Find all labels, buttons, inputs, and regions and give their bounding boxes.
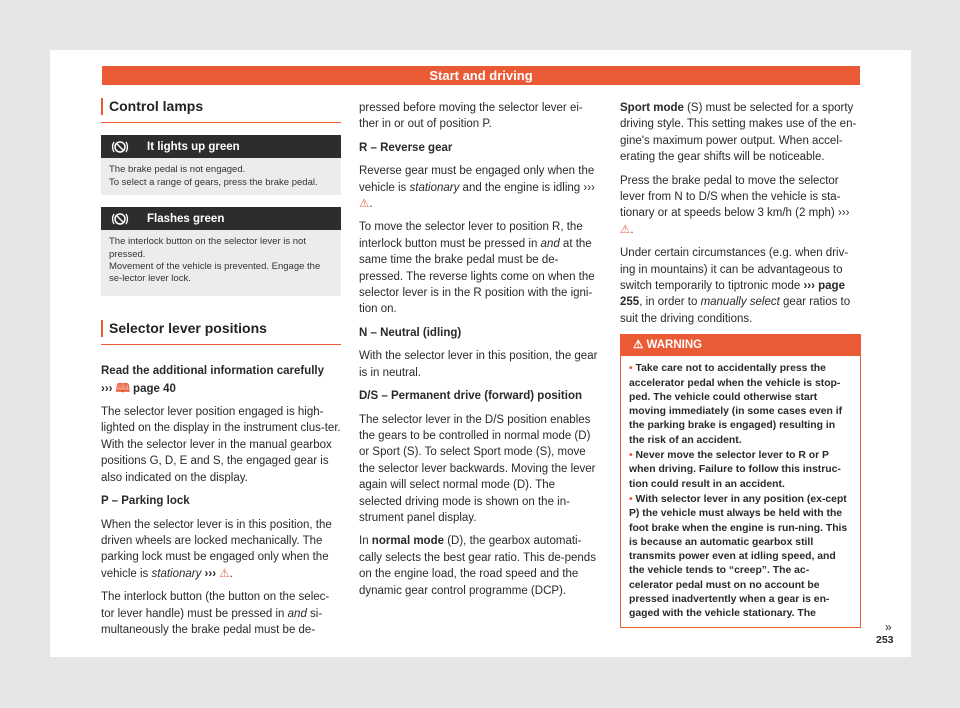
warning-triangle-icon: ⚠: [219, 567, 230, 580]
column-middle: [359, 100, 600, 606]
paragraph: Under certain circumstances (e.g. when driv-ing in mountains) it can be advantageous to switch temporarily to tiptronic mode ››› page 255, in order to manually select gear ratios to suit the driving conditions.: [620, 247, 851, 325]
paragraph: pressed before moving the selector lever ei-ther in or out of position P.: [359, 102, 583, 131]
paragraph: Sport mode (S) must be selected for a sporty driving style. This setting makes use of the en-gine's maximum power output. When accel-erating the gear shifts will be noticeable.: [620, 102, 857, 164]
warning-triangle-icon: ⚠: [620, 223, 631, 236]
lamp-title: Flashes green: [147, 212, 225, 225]
paragraph: To move the selector lever to position R, the interlock button must be pressed in and at the same time the brake pedal must be de-pressed. The reverse lights come on when the selector lever is in the R position with the igni-tion on.: [359, 221, 595, 316]
warning-item: • Take care not to accidentally press the accelerator pedal when the vehicle is stop-ped. The vehicle could otherwise start moving immediately (in some cases even if the parking brake is engaged) resulting in the risk of an accident.: [629, 363, 843, 446]
paragraph: The interlock button (the button on the selec-tor lever handle) must be pressed in and si-multaneously the brake pedal must be de-: [101, 591, 330, 636]
paragraph: The selector lever in the D/S position enables the gears to be controlled in normal mode (D) or Sport (S). To select Sport mode (S), move the selector lever backwards. Moving the lever again will select normal mode (D). The selected driving mode is shown on the in-strument panel display.: [359, 413, 596, 524]
paragraph: The selector lever position engaged is high-lighted on the display in the instrument clus-ter. With the selector lever in the manual gearbox positions G, D, E and S, the engaged gear is also indicated on the display.: [101, 406, 341, 484]
page-number: 253: [876, 634, 894, 646]
section-title-control-lamps: Control lamps: [101, 98, 341, 123]
manual-page: [50, 50, 911, 657]
subheading-d: D/S – Permanent drive (forward) position: [359, 390, 583, 403]
paragraph: When the selector lever is in this position, the driven wheels are locked mechanically. The parking lock must be engaged only when the vehicle is stationary ››› ⚠.: [101, 518, 332, 580]
warning-item: • With selector lever in any position (ex-cept P) the vehicle must always be held with the foot brake when the engine is run-ning. This is because an automatic gearbox still transmits power even at idling speed, and the vehicle tends to “creep”. The ac-celerator pedal must on no account be pressed inadvertently when a gear is en-gaged with the vehicle stationary. The: [629, 493, 848, 620]
lamp-box-green: [101, 135, 341, 195]
column-left: [101, 98, 341, 645]
subheading-p: P – Parking lock: [101, 495, 190, 508]
subheading-r: R – Reverse gear: [359, 141, 453, 154]
paragraph: Press the brake pedal to move the selector lever from N to D/S when the vehicle is sta-tionary or at speeds below 3 km/h (2 mph) ››› ⚠.: [620, 174, 850, 236]
lamp-text: Movement of the vehicle is prevented. Engage the se-lector lever lock.: [109, 261, 321, 285]
brake-warning-icon: [101, 140, 139, 154]
lamp-text: To select a range of gears, press the brake pedal.: [109, 176, 318, 188]
warning-title: WARNING: [646, 339, 703, 352]
section-title-selector: Selector lever positions: [101, 320, 341, 345]
column-right: [620, 100, 861, 628]
book-icon: 🕮: [115, 380, 130, 395]
lamp-title: It lights up green: [147, 140, 240, 153]
paragraph: Reverse gear must be engaged only when the vehicle is stationary and the engine is idling ››› ⚠.: [359, 165, 595, 211]
lamp-text: The brake pedal is not engaged.: [109, 164, 246, 176]
warning-triangle-icon: ⚠: [359, 198, 370, 211]
paragraph: In normal mode (D), the gearbox automati-cally selects the best gear ratio. This de-pends on the engine load, the road speed and the dynamic gear control programme (DCP).: [359, 535, 596, 597]
read-more-note: Read the additional information carefully ››› 🕮 page 40: [101, 365, 325, 395]
subheading-n: N – Neutral (idling): [359, 326, 462, 339]
chapter-header: Start and driving: [102, 66, 860, 85]
paragraph: With the selector lever in this position, the gear is in neutral.: [359, 350, 598, 379]
warning-box: [620, 334, 861, 627]
lamp-box-flashing: [101, 207, 341, 296]
warning-triangle-icon: ⚠: [633, 339, 644, 352]
lamp-text: The interlock button on the selector lever is not pressed.: [109, 236, 306, 260]
brake-warning-icon: [101, 212, 139, 226]
page-255-link[interactable]: ››› page 255: [620, 280, 845, 309]
warning-item: • Never move the selector lever to R or P when driving. Failure to follow this instruc-tion could result in an accident.: [629, 450, 841, 490]
continue-marker: »: [885, 620, 892, 634]
page-40-link[interactable]: page 40: [133, 382, 176, 395]
